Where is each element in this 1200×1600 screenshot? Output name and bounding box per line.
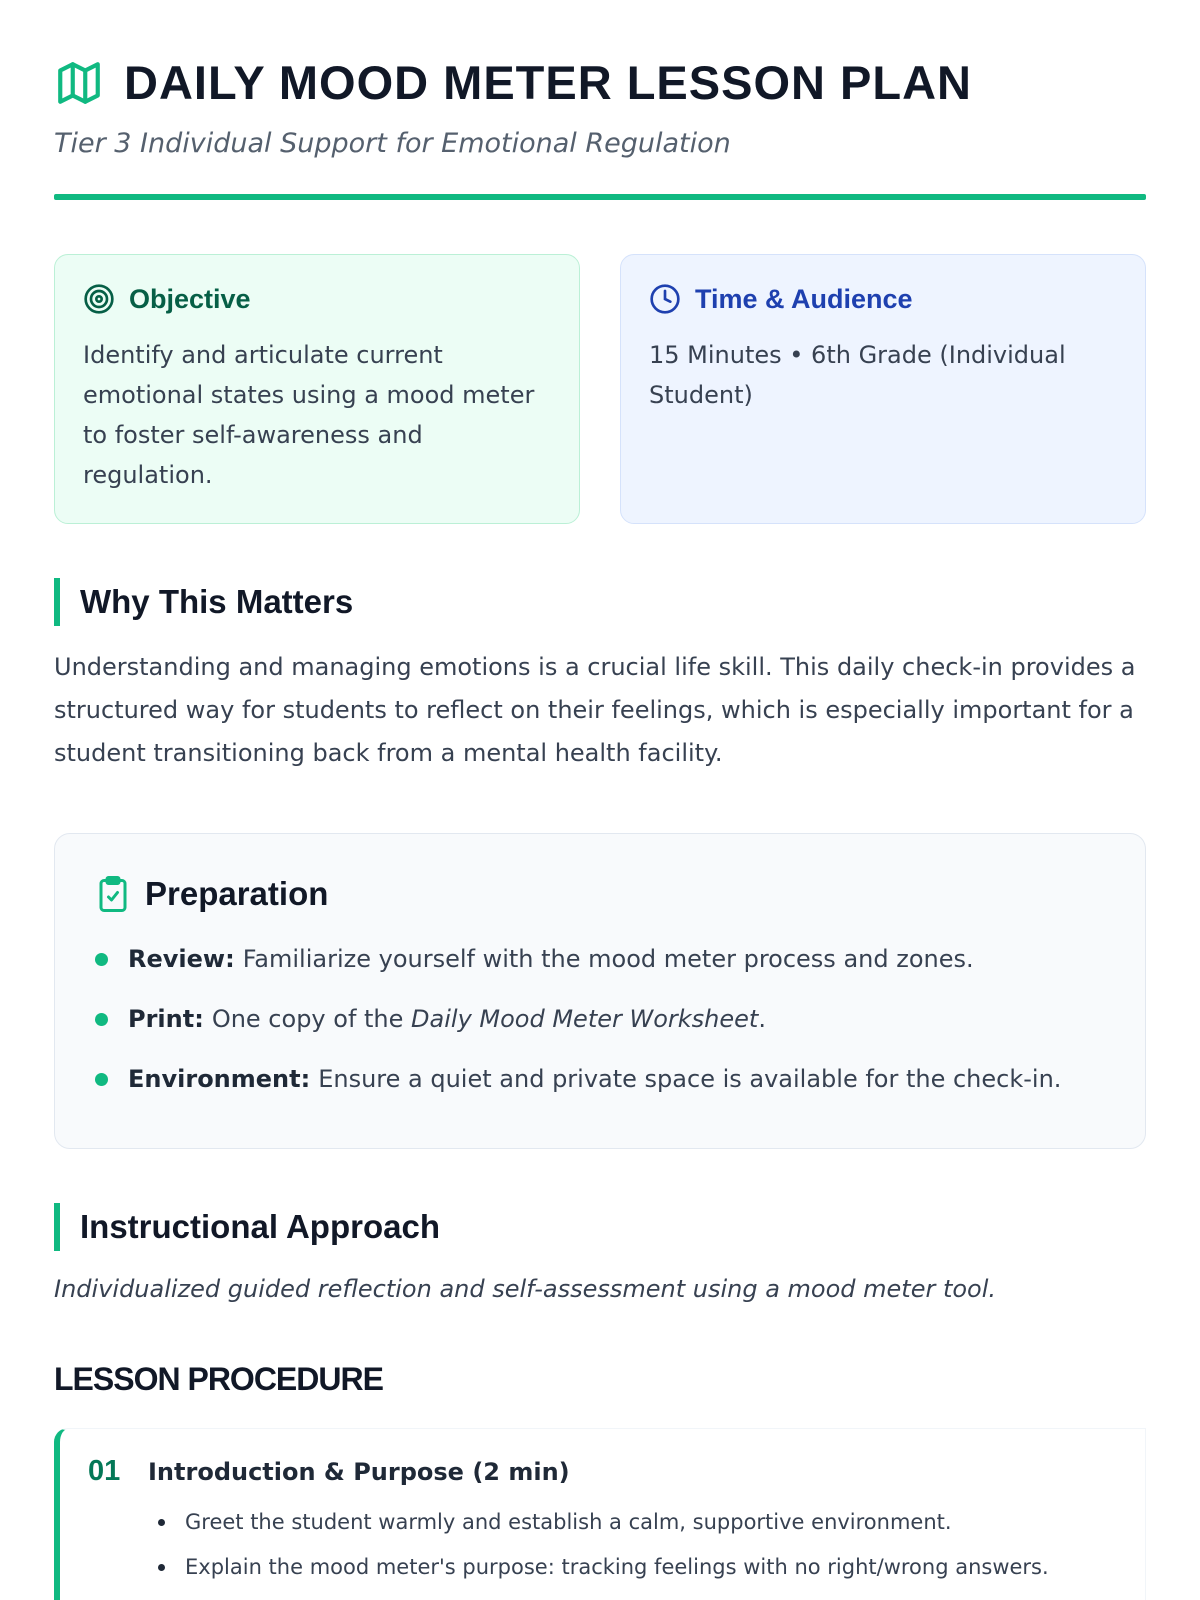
procedure-section: [54, 1361, 1146, 1600]
preparation-panel: [54, 833, 1146, 1149]
why-section: [54, 578, 1146, 775]
clipboard-check-icon: [95, 874, 131, 914]
page-header: [54, 0, 1146, 200]
bullet-icon: [158, 1564, 165, 1571]
objective-card: [54, 254, 580, 524]
step-title: Introduction & Purpose (2 min): [148, 1457, 570, 1486]
list-item: [95, 942, 1105, 976]
why-heading-text: Why This Matters: [80, 583, 354, 620]
target-icon: [83, 283, 115, 315]
time-audience-card-text: 15 Minutes • 6th Grade (Individual Student): [649, 341, 1066, 409]
info-cards: [54, 254, 1146, 524]
list-item: [95, 1002, 1105, 1036]
instructional-heading: [54, 1203, 1146, 1251]
step-number: 01: [88, 1455, 121, 1487]
page-subtitle: Tier 3 Individual Support for Emotional Regulation: [54, 128, 731, 159]
step-list: [158, 1500, 1145, 1590]
instructional-heading-text: Instructional Approach: [80, 1208, 440, 1245]
clock-icon: [649, 283, 681, 315]
bullet-icon: [95, 953, 108, 966]
preparation-heading: Preparation: [145, 875, 329, 912]
bullet-icon: [95, 1073, 108, 1086]
worksheet-title: Daily Mood Meter Worksheet: [411, 1005, 759, 1033]
list-item-label: Environment:: [128, 1065, 311, 1093]
header-divider: [54, 194, 1146, 200]
step-header: [88, 1455, 1145, 1488]
list-item-label: Review:: [128, 945, 235, 973]
time-audience-card-header: [649, 281, 1117, 317]
list-item: [95, 1062, 1105, 1096]
list-item: [158, 1500, 1145, 1545]
instructional-section: [54, 1203, 1146, 1307]
list-item-text: Explain the mood meter's purpose: tracking feelings with no right/wrong answers.: [185, 1555, 1049, 1579]
time-audience-card: [620, 254, 1146, 524]
preparation-header: [95, 874, 1105, 914]
time-audience-card-title: Time & Audience: [695, 284, 913, 314]
bullet-icon: [158, 1519, 165, 1526]
preparation-list: [95, 942, 1105, 1096]
list-item-text-after: .: [758, 1005, 766, 1033]
list-item-text: Familiarize yourself with the mood meter process and zones.: [242, 945, 974, 973]
instructional-text: Individualized guided reflection and self-assessment using a mood meter tool.: [54, 1275, 997, 1303]
page-title: DAILY MOOD METER LESSON PLAN: [124, 56, 972, 109]
list-item-text-before: One copy of the: [211, 1005, 404, 1033]
procedure-heading: LESSON PROCEDURE: [54, 1361, 383, 1397]
list-item: [158, 1545, 1145, 1590]
why-text: Understanding and managing emotions is a crucial life skill. This daily check-in provides a structured way for students to reflect on their feelings, which is especially important for a student transitioning back from a mental health facility.: [54, 653, 1136, 767]
objective-card-header: [83, 281, 551, 317]
objective-card-title: Objective: [129, 284, 251, 314]
procedure-step: [54, 1428, 1146, 1600]
title-row: [54, 54, 1146, 112]
list-item-label: Print:: [128, 1005, 204, 1033]
bullet-icon: [95, 1013, 108, 1026]
list-item-text: Greet the student warmly and establish a calm, supportive environment.: [185, 1510, 952, 1534]
list-item-text: [212, 1002, 766, 1036]
list-item-text: Ensure a quiet and private space is available for the check-in.: [318, 1065, 1062, 1093]
why-heading: [54, 578, 1146, 626]
map-icon: [54, 58, 104, 108]
objective-card-text: Identify and articulate current emotional states using a mood meter to foster self-awareness and regulation.: [83, 341, 535, 489]
